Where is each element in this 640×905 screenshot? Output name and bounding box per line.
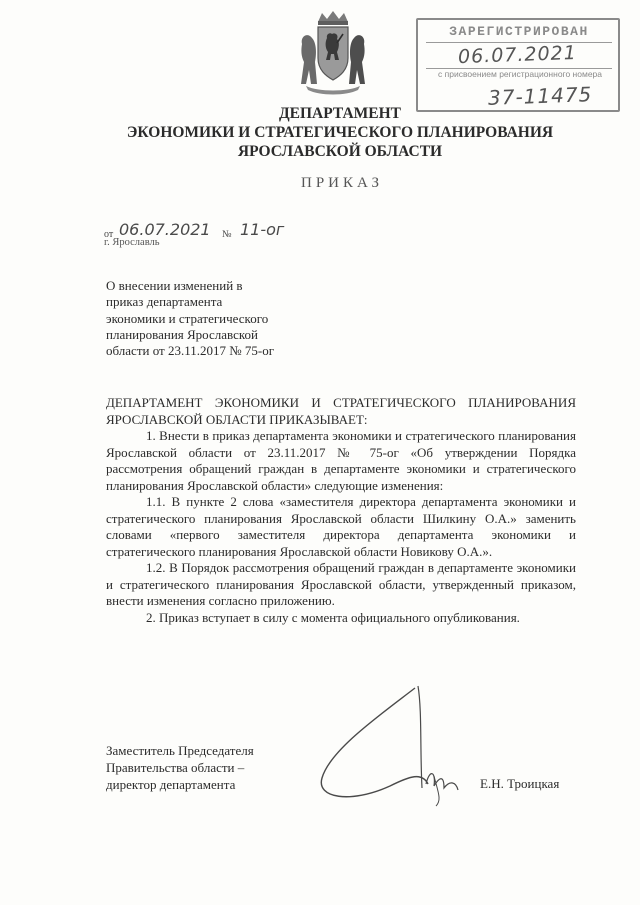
from-label: от	[104, 229, 114, 240]
position-line: директор департамента	[106, 777, 236, 792]
subject-line: области от 23.11.2017 № 75-ог	[106, 343, 275, 359]
department-title-line: ЯРОСЛАВСКОЙ ОБЛАСТИ	[237, 143, 443, 160]
handwritten-signature	[310, 680, 480, 815]
paragraph-1-2: 1.2. В Порядок рассмотрения обращений граждан в департаменте экономики и стратегического планирования Ярославской области, утвержденный приказом, внести изменения согласно приложению.	[106, 560, 576, 608]
handwritten-number: 11-ог	[240, 220, 285, 239]
position-line: Заместитель Председателя	[106, 743, 254, 758]
number-label: №	[222, 229, 232, 240]
order-body	[106, 395, 576, 626]
order-subject	[106, 278, 346, 359]
paragraph-1: 1. Внести в приказ департамента экономики и стратегического планирования Ярославской области от 23.11.2017 № 75-ог «Об утверждении Порядка рассмотрения обращений граждан в департаменте экономики и стратегического планирования Ярославской области» следующие изменения:	[106, 428, 576, 493]
stamp-title: ЗАРЕГИСТРИРОВАН	[449, 24, 589, 39]
subject-line: планирования Ярославской	[106, 326, 258, 342]
stamp-divider	[426, 42, 612, 43]
handwritten-date: 06.07.2021	[119, 220, 211, 239]
signatory-name: Е.Н. Троицкая	[480, 776, 560, 791]
city-label: г. Ярославль	[104, 237, 160, 248]
registration-stamp	[416, 18, 620, 112]
signatory-position	[106, 742, 254, 793]
stamp-date: 06.07.2021	[457, 41, 578, 69]
paragraph-2: 2. Приказ вступает в силу с момента официального опубликования.	[146, 609, 520, 625]
stamp-note: с присвоением регистрационного номера	[438, 69, 602, 79]
subject-line: О внесении изменений в	[106, 278, 243, 293]
coat-of-arms-emblem	[296, 10, 370, 96]
subject-line: приказ департамента	[106, 294, 223, 310]
department-title-line: ДЕПАРТАМЕНТ	[278, 105, 402, 122]
department-title-line: ЭКОНОМИКИ И СТРАТЕГИЧЕСКОГО ПЛАНИРОВАНИЯ	[126, 124, 554, 141]
preamble-paragraph: ДЕПАРТАМЕНТ ЭКОНОМИКИ И СТРАТЕГИЧЕСКОГО ПЛАНИРОВАНИЯ ЯРОСЛАВСКОЙ ОБЛАСТИ ПРИКАЗЫВАЕТ:	[106, 395, 576, 427]
order-heading: ПРИКАЗ	[301, 175, 383, 191]
department-title	[0, 104, 640, 161]
position-line: Правительства области –	[106, 760, 245, 775]
paragraph-1-1: 1.1. В пункте 2 слова «заместителя директора департамента экономики и стратегического планирования Ярославской области Шилкину О.А.» заменить словами «первого заместителя директора департамента экономики и стратегического планирования Ярославской области Новикову О.А.».	[106, 494, 576, 559]
stamp-registration-number: 37-11475	[487, 82, 593, 110]
subject-line: экономики и стратегического	[106, 310, 269, 326]
